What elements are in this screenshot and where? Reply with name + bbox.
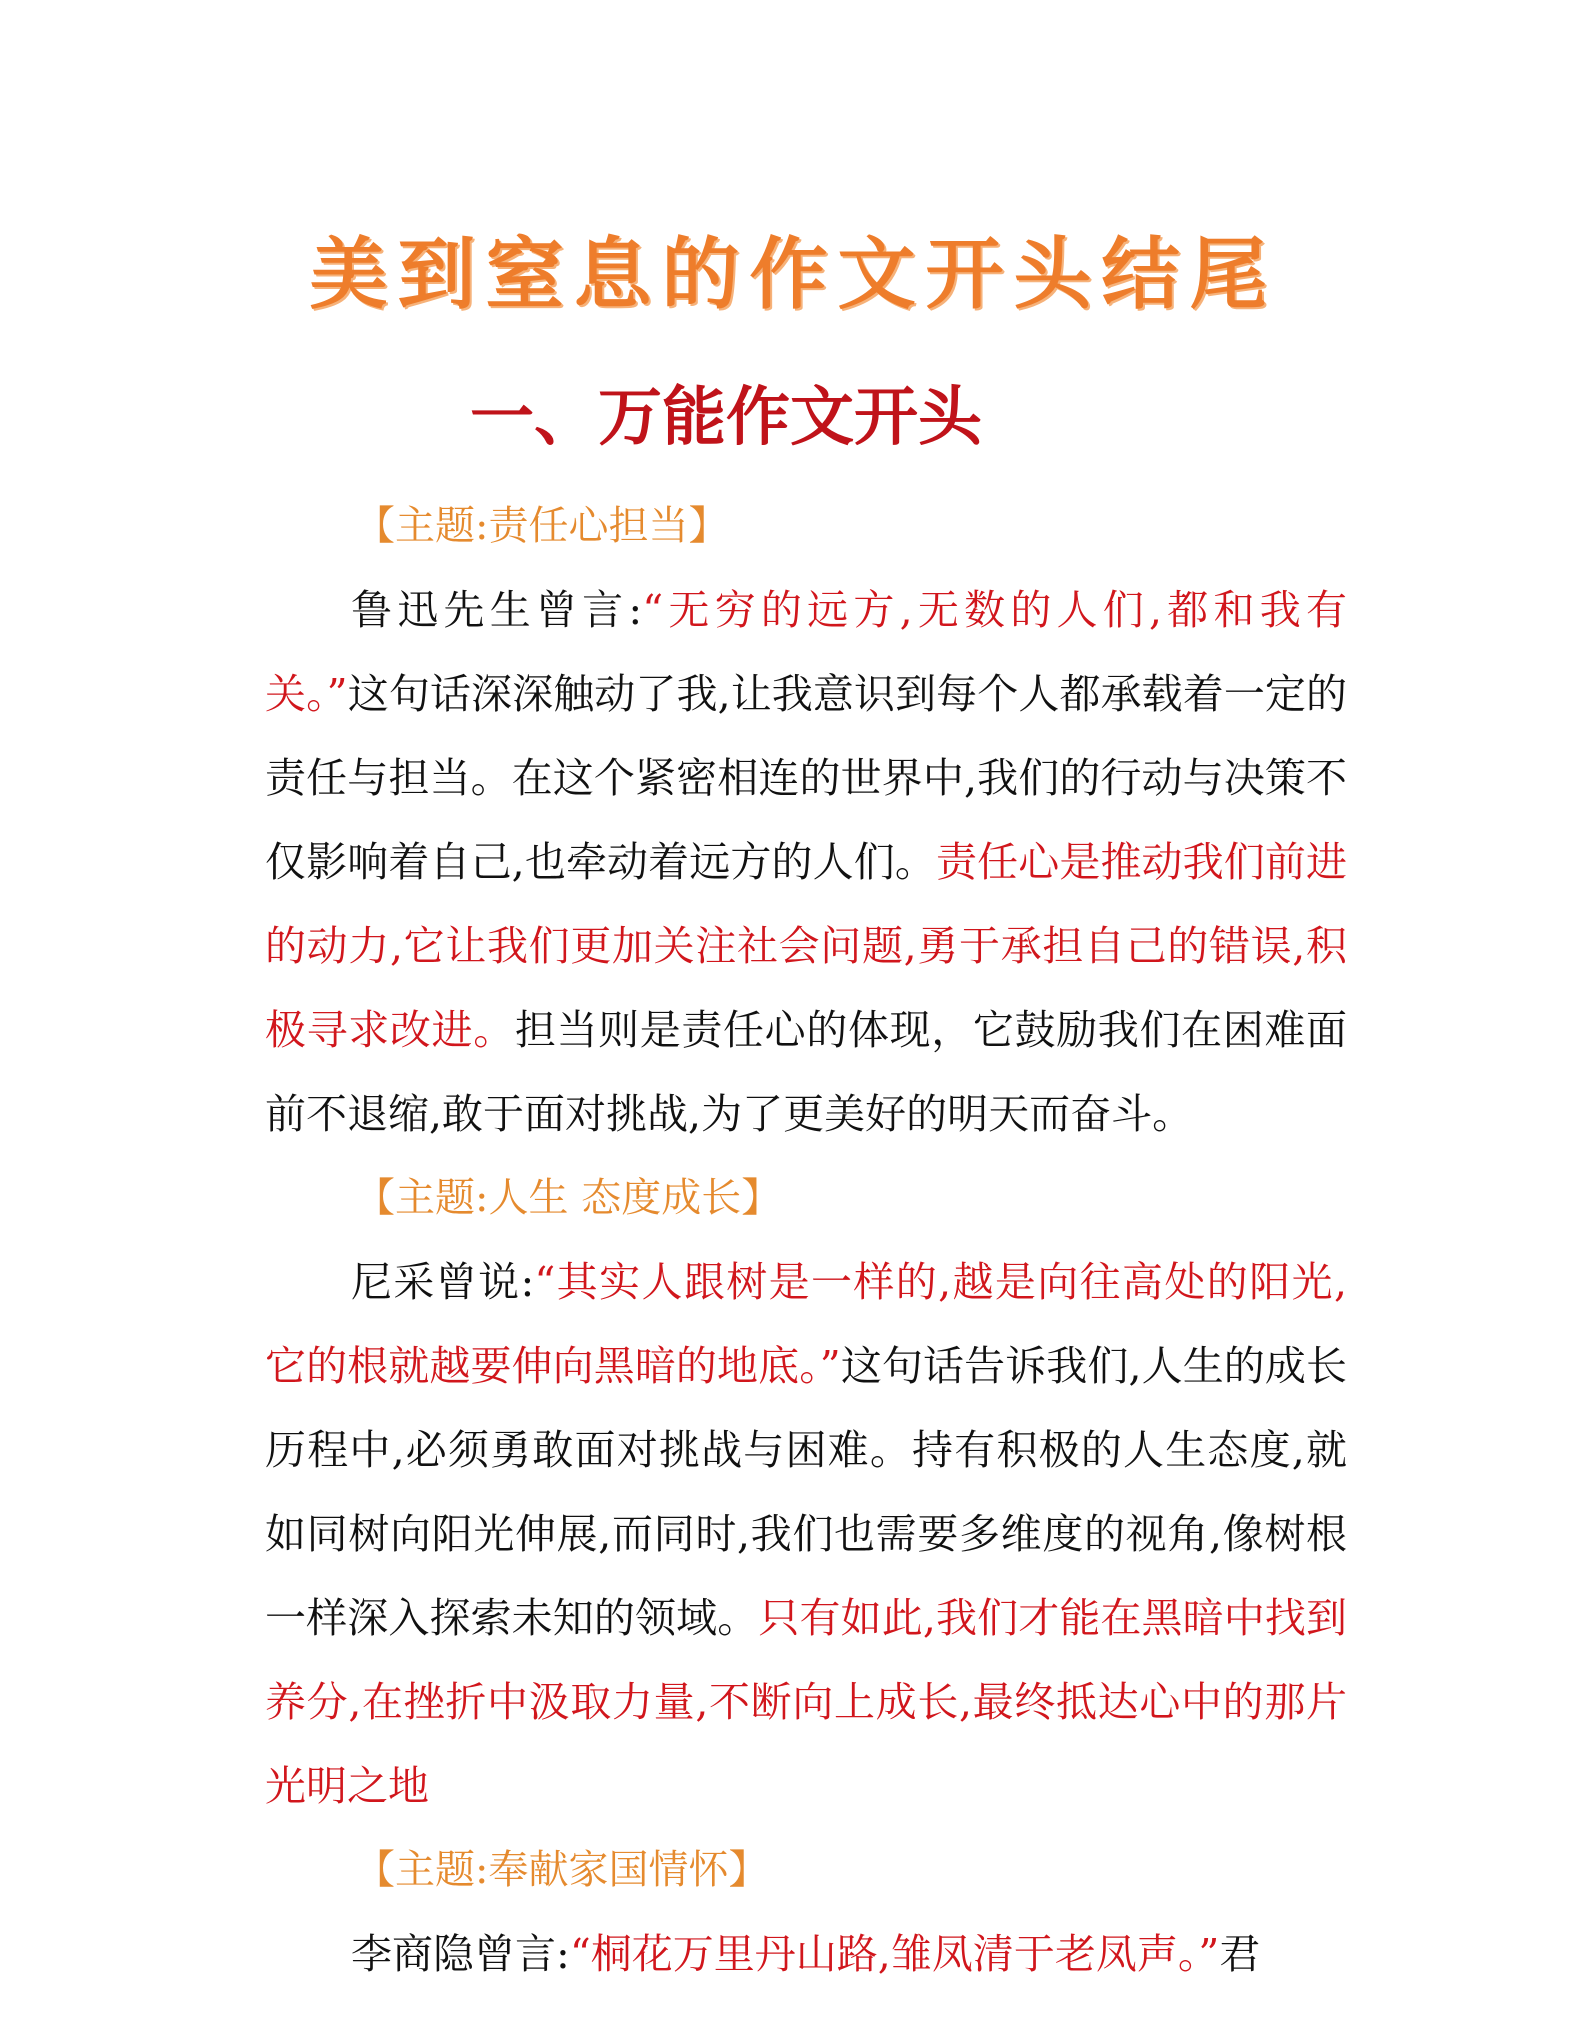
theme-label-growth: 【主题:人生 态度成长】 xyxy=(355,1175,782,1221)
theme-label-responsibility: 【主题:责任心担当】 xyxy=(355,503,729,549)
highlight-text: 只有如此,我们才能在黑暗中找到养分,在挫折中汲取力量,不断向上成长,最终抵达心中的那片光明之地 xyxy=(265,1594,1348,1810)
paragraph-ending: 担当则是责任心的体现，它鼓励我们在困难面前不退缩,敢于面对挑战,为了更美好的明天而奋斗。 xyxy=(265,1006,1348,1138)
paragraph-responsibility xyxy=(265,568,1347,1156)
paragraph-patriotism xyxy=(265,1912,1347,1996)
section-heading: 一、万能作文开头 xyxy=(470,380,982,455)
paragraph-intro: 李商隐曾言: xyxy=(351,1930,570,1978)
paragraph-intro: 尼采曾说: xyxy=(351,1258,535,1306)
theme-label-patriotism: 【主题:奉献家国情怀】 xyxy=(355,1847,769,1893)
document-body xyxy=(265,484,1347,1996)
quote-text: “无穷的远方,无数的人们,都和我有关。” xyxy=(265,586,1347,718)
document-title: 美到窒息的作文开头结尾 xyxy=(309,230,1278,320)
paragraph-body: 君 xyxy=(1219,1930,1261,1978)
highlight-text: 责任心是推动我们前进的动力,它让我们更加关注社会问题,勇于承担自己的错误,积极寻求改进。 xyxy=(265,838,1348,1054)
paragraph-intro: 鲁迅先生曾言: xyxy=(351,586,643,634)
paragraph-body: 这句话告诉我们,人生的成长历程中,必须勇敢面对挑战与困难。持有积极的人生态度,就如同树向阳光伸展,而同时,我们也需要多维度的视角,像树根一样深入探索未知的领域。 xyxy=(265,1342,1347,1642)
quote-text: “桐花万里丹山路,雏凤清于老凤声。” xyxy=(569,1930,1220,1978)
paragraph-growth xyxy=(265,1240,1347,1828)
paragraph-body: 这句话深深触动了我,让我意识到每个人都承载着一定的责任与担当。在这个紧密相连的世界中,我们的行动与决策不仅影响着自己,也牵动着远方的人们。 xyxy=(265,670,1348,886)
quote-text: “其实人跟树是一样的,越是向往高处的阳光,它的根就越要伸向黑暗的地底。” xyxy=(265,1258,1347,1390)
